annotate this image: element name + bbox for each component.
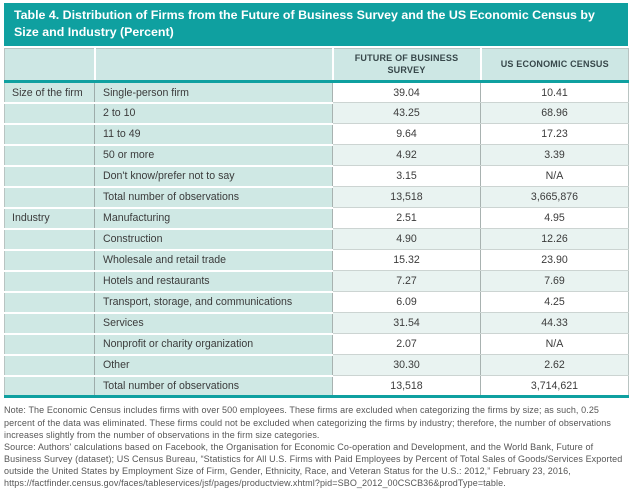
section-label-spacer [5, 145, 95, 166]
row-label: Nonprofit or charity organization [95, 334, 333, 355]
row-label: Services [95, 313, 333, 334]
survey-value: 13,518 [333, 187, 481, 208]
column-header-census: US ECONOMIC CENSUS [481, 49, 629, 82]
section-label-spacer [5, 334, 95, 355]
survey-value: 3.15 [333, 166, 481, 187]
census-value: 12.26 [481, 229, 629, 250]
table-row [5, 313, 629, 334]
data-table [4, 48, 629, 398]
census-value: 2.62 [481, 355, 629, 376]
table-row [5, 250, 629, 271]
note-text: Note: The Economic Census includes firms with over 500 employees. These firms are excluded when categorizing the firms by size; as such, 0.25 percent of the data was eliminated. These firms could not be excluded when categorizing the firms by industry; therefore, the number of observations increases slightly from the number of observations in the firm size categories. [4, 405, 611, 440]
census-value: 3,714,621 [481, 376, 629, 397]
survey-value: 6.09 [333, 292, 481, 313]
section-label-spacer [5, 250, 95, 271]
table-row [5, 292, 629, 313]
section-label-spacer [5, 103, 95, 124]
table-row [5, 82, 629, 103]
row-label: Transport, storage, and communications [95, 292, 333, 313]
census-value: 7.69 [481, 271, 629, 292]
row-label: 2 to 10 [95, 103, 333, 124]
row-label: Total number of observations [95, 187, 333, 208]
survey-value: 4.90 [333, 229, 481, 250]
table-row [5, 145, 629, 166]
census-value: 4.25 [481, 292, 629, 313]
section-label-spacer [5, 355, 95, 376]
section-label-size: Size of the firm [5, 82, 95, 103]
survey-value: 31.54 [333, 313, 481, 334]
census-value: N/A [481, 334, 629, 355]
survey-value: 15.32 [333, 250, 481, 271]
header-row [5, 49, 629, 82]
section-label-spacer [5, 313, 95, 334]
survey-value: 9.64 [333, 124, 481, 145]
row-label: Manufacturing [95, 208, 333, 229]
census-value: 44.33 [481, 313, 629, 334]
table-row [5, 187, 629, 208]
census-value: N/A [481, 166, 629, 187]
table-row [5, 166, 629, 187]
section-label-spacer [5, 292, 95, 313]
table-row [5, 208, 629, 229]
census-value: 4.95 [481, 208, 629, 229]
row-label: 11 to 49 [95, 124, 333, 145]
table-row [5, 271, 629, 292]
survey-value: 4.92 [333, 145, 481, 166]
survey-value: 43.25 [333, 103, 481, 124]
table-row [5, 124, 629, 145]
survey-value: 13,518 [333, 376, 481, 397]
row-label: Single-person firm [95, 82, 333, 103]
row-label: Other [95, 355, 333, 376]
section-label-spacer [5, 166, 95, 187]
table-row [5, 355, 629, 376]
row-label: Construction [95, 229, 333, 250]
census-value: 17.23 [481, 124, 629, 145]
section-label-spacer [5, 229, 95, 250]
table-row [5, 376, 629, 397]
table-title: Table 4. Distribution of Firms from the Future of Business Survey and the US Economic Census by Size and Industry (Percent) [4, 3, 628, 46]
column-header-survey: FUTURE OF BUSINESS SURVEY [333, 49, 481, 82]
survey-value: 2.07 [333, 334, 481, 355]
header-empty-group [5, 49, 95, 82]
section-label-spacer [5, 271, 95, 292]
row-label: Hotels and restaurants [95, 271, 333, 292]
survey-value: 2.51 [333, 208, 481, 229]
census-value: 10.41 [481, 82, 629, 103]
row-label: Total number of observations [95, 376, 333, 397]
census-value: 23.90 [481, 250, 629, 271]
census-value: 3,665,876 [481, 187, 629, 208]
section-label-spacer [5, 376, 95, 397]
table-row [5, 229, 629, 250]
header-empty-label [95, 49, 333, 82]
row-label: 50 or more [95, 145, 333, 166]
table-row [5, 103, 629, 124]
row-label: Wholesale and retail trade [95, 250, 333, 271]
survey-value: 30.30 [333, 355, 481, 376]
table-row [5, 334, 629, 355]
survey-value: 7.27 [333, 271, 481, 292]
source-text: Source: Authors' calculations based on Facebook, the Organisation for Economic Co-operation and Development, and the World Bank, Future of Business Survey (dataset); US Census Bureau, “Statistics for All U.S. Firms with Paid Employees by Percent of Total Sales of Goods/Services Exported outside the United States by Employment Size of Firm, Gender, Ethnicity, Race, and Veteran Status for the U.S.: 2012,” February 23, 2016, https://factfinder.census.gov/faces/tableservices/jsf/pages/productview.xhtml?pid=SBO_2012_00CSCB36&prodType=table. [4, 441, 623, 489]
table-footnotes [4, 404, 628, 489]
section-label-spacer [5, 187, 95, 208]
census-value: 68.96 [481, 103, 629, 124]
section-label-spacer [5, 124, 95, 145]
section-label-industry: Industry [5, 208, 95, 229]
row-label: Don't know/prefer not to say [95, 166, 333, 187]
census-value: 3.39 [481, 145, 629, 166]
survey-value: 39.04 [333, 82, 481, 103]
